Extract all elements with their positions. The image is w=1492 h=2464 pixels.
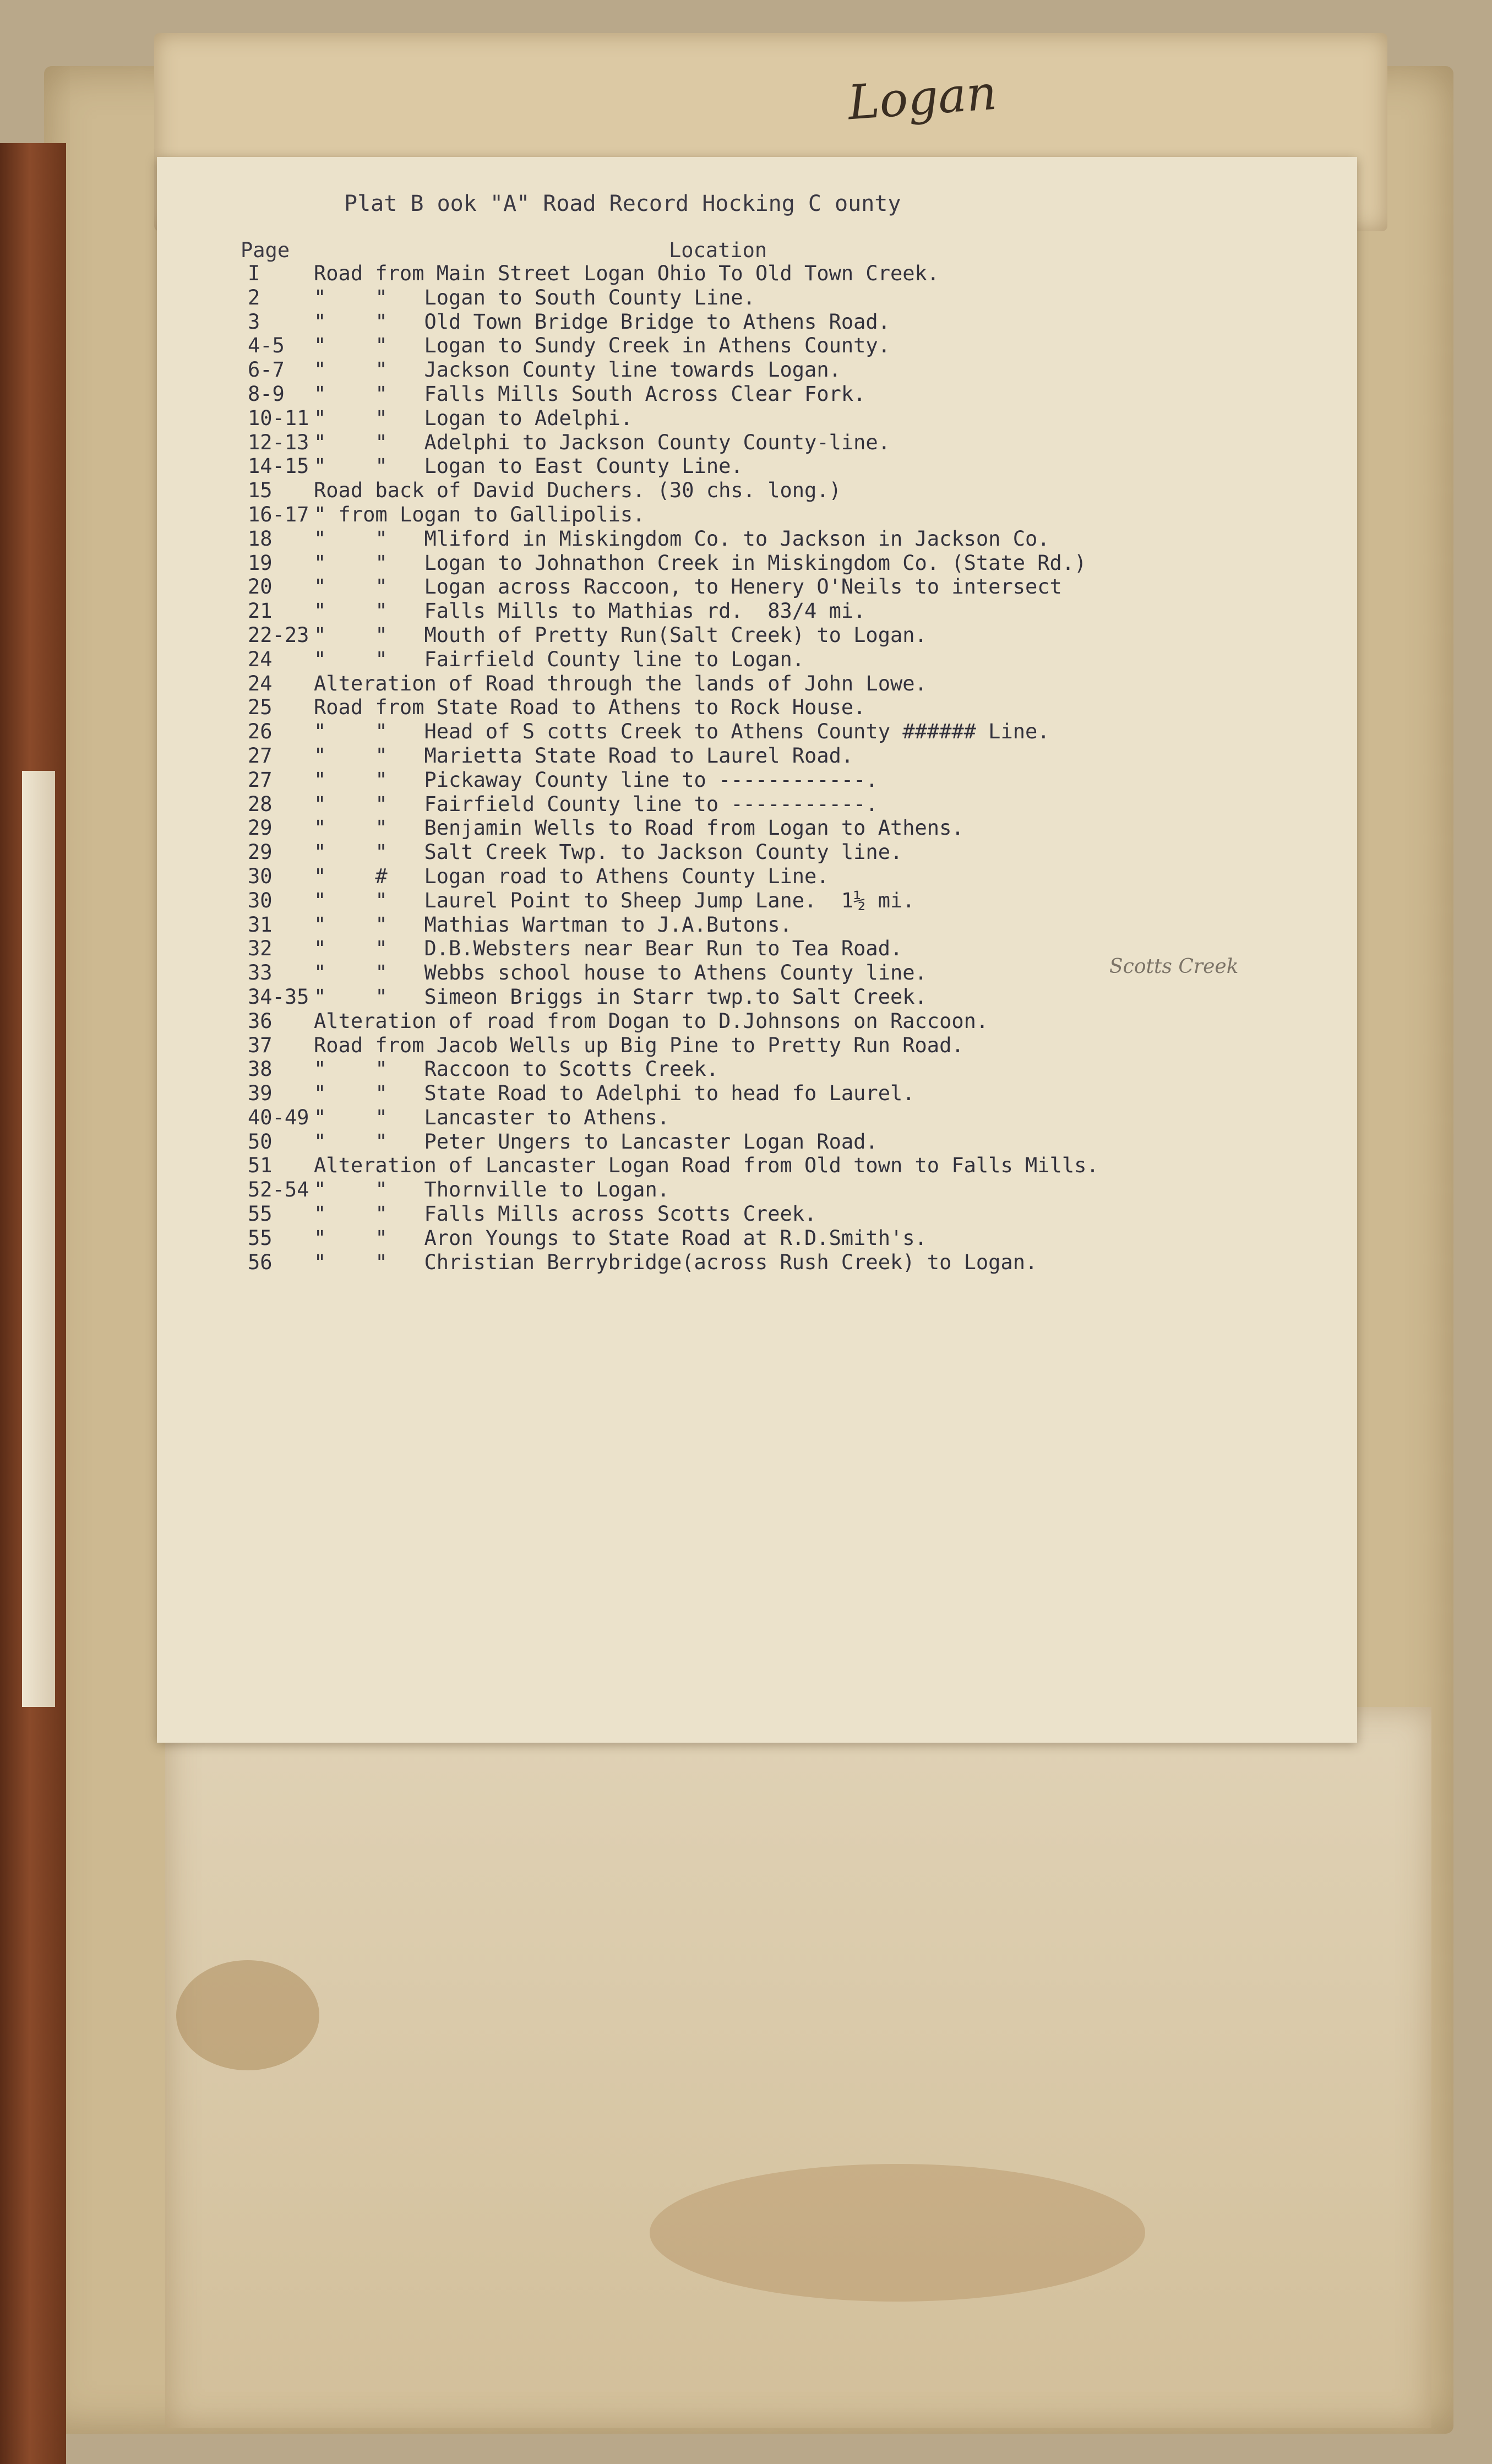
list-item <box>248 889 1099 913</box>
entry-page-number: 56 <box>248 1250 273 1274</box>
list-item <box>248 1081 1099 1106</box>
entry-location: State Road to Adelphi to head fo Laurel. <box>424 1081 915 1106</box>
entry-location: Falls Mills across Scotts Creek. <box>424 1202 817 1226</box>
entry-page-number: 18 <box>248 526 273 551</box>
list-item <box>248 961 1099 985</box>
column-header-location: Location <box>669 238 767 262</box>
list-item <box>248 551 1099 575</box>
list-item <box>248 478 1099 503</box>
entry-location: Webbs school house to Athens County line. <box>424 961 927 985</box>
entry-page-number: 55 <box>248 1202 273 1226</box>
list-item <box>248 1009 1099 1034</box>
entry-location: Logan to Sundy Creek in Athens County. <box>424 334 890 358</box>
entry-page-number: 52-54 <box>248 1178 309 1202</box>
entry-location: Jackson County line towards Logan. <box>424 358 841 382</box>
entry-type: " " <box>314 647 424 671</box>
entry-location: Logan across Raccoon, to Henery O'Neils to intersect <box>424 575 1062 599</box>
entry-page-number: 55 <box>248 1226 273 1250</box>
entry-location: Mouth of Pretty Run(Salt Creek) to Logan. <box>424 623 927 647</box>
entry-type: " " <box>314 792 424 816</box>
entry-page-number: 31 <box>248 912 273 937</box>
list-item <box>248 648 1099 672</box>
entry-type: " " <box>314 454 424 478</box>
entry-type: Road from <box>314 262 437 285</box>
list-item <box>248 864 1099 889</box>
list-item <box>248 1034 1099 1058</box>
entry-type: " " <box>314 406 424 430</box>
list-item <box>248 792 1099 817</box>
entry-page-number: 37 <box>248 1033 273 1057</box>
water-stain <box>176 1960 319 2070</box>
entry-location: Laurel Point to Sheep Jump Lane. 1½ mi. <box>424 888 915 912</box>
entry-type: Road back <box>314 478 437 503</box>
entry-type: " " <box>314 961 424 985</box>
entry-page-number: 14-15 <box>248 454 309 478</box>
entry-location: Marietta State Road to Laurel Road. <box>424 743 854 768</box>
entry-type: " " <box>314 984 424 1009</box>
entry-type: " " <box>314 937 424 961</box>
list-item <box>248 334 1099 358</box>
entry-page-number: 19 <box>248 551 273 575</box>
list-item <box>248 503 1099 527</box>
list-item <box>248 913 1099 937</box>
entry-page-number: 3 <box>248 309 260 334</box>
entry-location: Old Town Bridge Bridge to Athens Road. <box>424 309 890 334</box>
entry-page-number: 51 <box>248 1154 273 1178</box>
list-item <box>248 527 1099 551</box>
entry-page-number: 8-9 <box>248 382 285 406</box>
entry-location: Mathias Wartman to J.A.Butons. <box>424 912 792 937</box>
list-item <box>248 985 1099 1009</box>
entry-page-number: 39 <box>248 1081 273 1106</box>
entry-page-number: 27 <box>248 768 273 792</box>
entry-page-number: 15 <box>248 478 273 503</box>
entry-location: of road from Dogan to D.Johnsons on Raccoon. <box>449 1009 989 1033</box>
entry-location: Logan to Adelphi. <box>424 406 633 430</box>
list-item <box>248 1178 1099 1202</box>
entry-type: Alteration <box>314 1154 449 1178</box>
entry-type: " " <box>314 743 424 768</box>
underlying-ledger-page <box>165 1707 1431 2428</box>
entry-location: Logan to Gallipolis. <box>399 502 645 526</box>
entry-type: " " <box>314 526 424 551</box>
entry-page-number: 2 <box>248 285 260 309</box>
entry-location: Falls Mills to Mathias rd. 83/4 mi. <box>424 599 866 623</box>
list-item <box>248 1057 1099 1081</box>
entry-type: " " <box>314 1129 424 1154</box>
entry-type: " " <box>314 1105 424 1129</box>
entry-location: Benjamin Wells to Road from Logan to Athens. <box>424 816 964 840</box>
entry-type: " from <box>314 502 400 526</box>
entry-page-number: 28 <box>248 792 273 816</box>
list-item <box>248 310 1099 334</box>
entry-location: Fairfield County line to Logan. <box>424 647 805 671</box>
entry-page-number: 26 <box>248 720 273 744</box>
pencil-margin-note: Scotts Creek <box>1109 955 1239 978</box>
list-item <box>248 358 1099 382</box>
entry-location: of Lancaster Logan Road from Old town to Falls Mills. <box>449 1154 1099 1178</box>
entry-location: Peter Ungers to Lancaster Logan Road. <box>424 1129 878 1154</box>
entry-location: Adelphi to Jackson County County-line. <box>424 430 890 454</box>
entry-location: of David Duchers. (30 chs. long.) <box>436 478 841 503</box>
entry-location: Pickaway County line to ------------. <box>424 768 878 792</box>
handwritten-logan-note: Logan <box>846 65 999 131</box>
entry-location: Aron Youngs to State Road at R.D.Smith's. <box>424 1226 927 1250</box>
list-item <box>248 575 1099 599</box>
entry-page-number: 38 <box>248 1057 273 1081</box>
entry-page-number: 30 <box>248 888 273 912</box>
entry-type: " " <box>314 888 424 912</box>
list-item <box>248 623 1099 648</box>
entry-page-number: 22-23 <box>248 623 309 647</box>
entry-type: " " <box>314 720 424 744</box>
entry-page-number: 50 <box>248 1129 273 1154</box>
list-item <box>248 599 1099 623</box>
entry-page-number: 32 <box>248 937 273 961</box>
entry-type: " " <box>314 768 424 792</box>
entry-page-number: 33 <box>248 961 273 985</box>
entry-page-number: 36 <box>248 1009 273 1033</box>
entry-location: Falls Mills South Across Clear Fork. <box>424 382 866 406</box>
entry-location: Logan road to Athens County Line. <box>424 864 829 888</box>
entry-location: State Road to Athens to Rock House. <box>436 695 866 720</box>
entry-location: Lancaster to Athens. <box>424 1105 670 1129</box>
entry-type: " " <box>314 816 424 840</box>
entry-location: Raccoon to Scotts Creek. <box>424 1057 719 1081</box>
entry-type: Alteration <box>314 671 449 695</box>
entry-type: " " <box>314 575 424 599</box>
entry-type: " " <box>314 382 424 406</box>
entry-type: " " <box>314 1178 424 1202</box>
entry-location: Main Street Logan Ohio To Old Town Creek. <box>436 262 940 285</box>
list-item <box>248 816 1099 840</box>
entry-page-number: 16-17 <box>248 502 309 526</box>
entry-page-number: 40-49 <box>248 1105 309 1129</box>
sheet-title: Plat B ook "A" Road Record Hocking C ounty <box>344 191 901 216</box>
entry-location: Simeon Briggs in Starr twp.to Salt Creek. <box>424 984 927 1009</box>
entry-page-number: 21 <box>248 599 273 623</box>
list-item <box>248 406 1099 431</box>
entry-location: Thornville to Logan. <box>424 1178 670 1202</box>
typed-index-sheet <box>157 157 1357 1743</box>
entry-location: Mliford in Miskingdom Co. to Jackson in Jackson Co. <box>424 526 1050 551</box>
list-item <box>248 1106 1099 1130</box>
entry-type: " " <box>314 623 424 647</box>
entry-location: Logan to East County Line. <box>424 454 743 478</box>
list-item <box>248 1226 1099 1250</box>
entry-page-number: 6-7 <box>248 358 285 382</box>
entry-type: " " <box>314 430 424 454</box>
entry-location: Head of S cotts Creek to Athens County ###### Line. <box>424 720 1050 744</box>
entry-location: Salt Creek Twp. to Jackson County line. <box>424 840 903 864</box>
entry-type: " " <box>314 1250 424 1274</box>
entry-page-number: I <box>248 262 260 285</box>
entry-type: " " <box>314 1202 424 1226</box>
list-item <box>248 937 1099 961</box>
entry-page-number: 27 <box>248 743 273 768</box>
entry-type: " " <box>314 840 424 864</box>
list-item <box>248 262 1099 286</box>
entry-type: " " <box>314 599 424 623</box>
entry-type: " # <box>314 864 424 888</box>
list-item <box>248 672 1099 696</box>
entry-page-number: 25 <box>248 695 273 720</box>
list-item <box>248 1250 1099 1275</box>
entry-type: " " <box>314 309 424 334</box>
list-item <box>248 695 1099 720</box>
entry-page-number: 30 <box>248 864 273 888</box>
entry-type: " " <box>314 551 424 575</box>
entry-type: " " <box>314 1081 424 1106</box>
list-item <box>248 720 1099 744</box>
list-item <box>248 382 1099 406</box>
entry-page-number: 34-35 <box>248 984 309 1009</box>
entry-location: Fairfield County line to -----------. <box>424 792 878 816</box>
entry-type: " " <box>314 285 424 309</box>
entry-location: D.B.Websters near Bear Run to Tea Road. <box>424 937 903 961</box>
list-item <box>248 1154 1099 1178</box>
entry-type: " " <box>314 1057 424 1081</box>
entry-type: Alteration <box>314 1009 449 1033</box>
column-header-page: Page <box>241 238 290 262</box>
entry-type: Road from <box>314 1033 437 1057</box>
entry-page-number: 12-13 <box>248 430 309 454</box>
entry-page-number: 10-11 <box>248 406 309 430</box>
road-record-list <box>248 262 1099 1274</box>
entry-location: Logan to Johnathon Creek in Miskingdom Co. (State Rd.) <box>424 551 1087 575</box>
list-item <box>248 286 1099 310</box>
entry-location: of Road through the lands of John Lowe. <box>449 671 927 695</box>
entry-page-number: 29 <box>248 816 273 840</box>
entry-page-number: 29 <box>248 840 273 864</box>
entry-type: " " <box>314 912 424 937</box>
entry-type: Road from <box>314 695 437 720</box>
entry-page-number: 4-5 <box>248 334 285 358</box>
list-item <box>248 431 1099 455</box>
book-page-edges <box>22 771 55 1707</box>
list-item <box>248 768 1099 792</box>
entry-type: " " <box>314 358 424 382</box>
list-item <box>248 1202 1099 1226</box>
entry-location: Jacob Wells up Big Pine to Pretty Run Road. <box>436 1033 964 1057</box>
entry-location: Christian Berrybridge(across Rush Creek) to Logan. <box>424 1250 1038 1274</box>
list-item <box>248 454 1099 478</box>
list-item <box>248 744 1099 768</box>
entry-type: " " <box>314 334 424 358</box>
entry-page-number: 24 <box>248 647 273 671</box>
entry-page-number: 24 <box>248 671 273 695</box>
entry-type: " " <box>314 1226 424 1250</box>
entry-page-number: 20 <box>248 575 273 599</box>
list-item <box>248 840 1099 864</box>
water-stain <box>650 2164 1145 2302</box>
list-item <box>248 1130 1099 1154</box>
entry-location: Logan to South County Line. <box>424 285 755 309</box>
